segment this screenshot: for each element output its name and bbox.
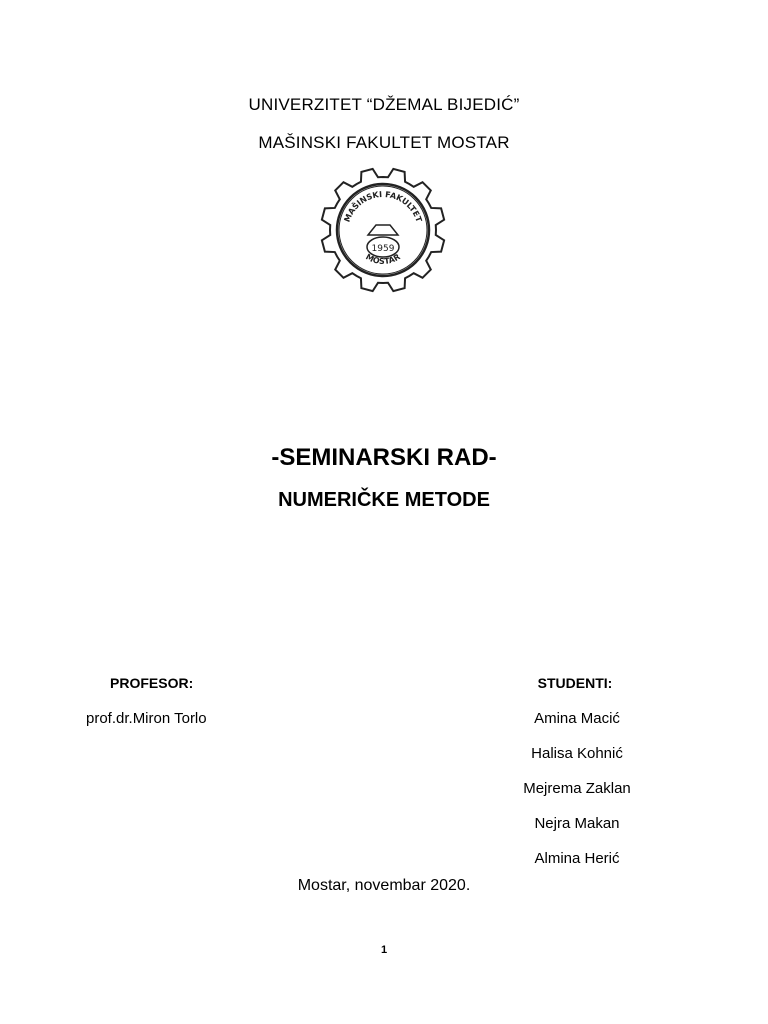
faculty-logo bbox=[318, 165, 448, 295]
gear-seal-icon bbox=[318, 165, 448, 295]
university-name: UNIVERZITET “DŽEMAL BIJEDIĆ” bbox=[248, 95, 520, 114]
document-title: -SEMINARSKI RAD- bbox=[271, 444, 497, 471]
professor-label: PROFESOR: bbox=[110, 675, 194, 691]
logo-arc-text: MAŠINSKI FAKULTET bbox=[342, 189, 424, 224]
document-subject: NUMERIČKE METODE bbox=[278, 489, 490, 511]
students-list bbox=[510, 708, 644, 883]
student-name: Almina Herić bbox=[534, 850, 620, 867]
student-name: Mejrema Zaklan bbox=[523, 780, 631, 797]
place-date: Mostar, novembar 2020. bbox=[297, 877, 471, 894]
student-name: Nejra Makan bbox=[534, 815, 620, 832]
professor-name: prof.dr.Miron Torlo bbox=[86, 710, 207, 727]
logo-year: 1959 bbox=[371, 244, 395, 254]
faculty-name: MAŠINSKI FAKULTET MOSTAR bbox=[258, 133, 510, 152]
page-number: 1 bbox=[380, 944, 388, 956]
student-name: Halisa Kohnić bbox=[531, 745, 623, 762]
students-label: STUDENTI: bbox=[537, 675, 613, 691]
student-name: Amina Macić bbox=[534, 710, 620, 727]
logo-city: MOSTAR bbox=[364, 252, 402, 267]
